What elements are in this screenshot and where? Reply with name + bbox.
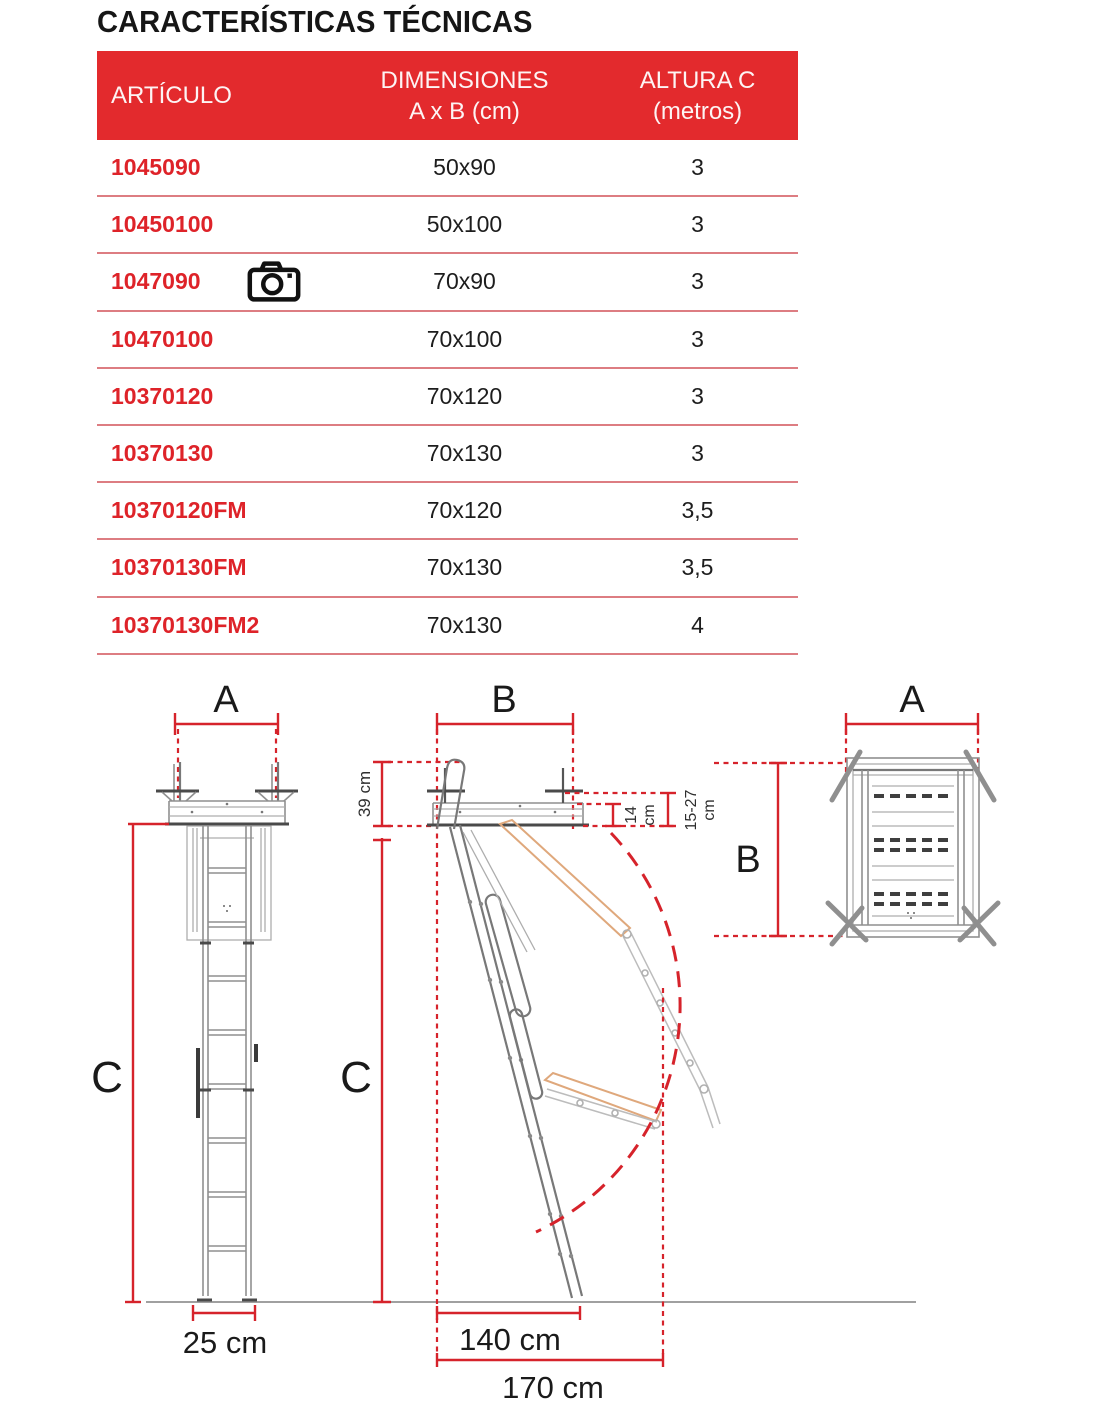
article-code: 1045090: [111, 154, 201, 181]
height-value: 4: [691, 611, 704, 638]
table-row: [97, 312, 798, 369]
height-value: 3: [691, 154, 704, 181]
height-value: 3,5: [681, 554, 714, 581]
dimensions-value: 70x120: [426, 497, 503, 524]
article-code: 10470100: [111, 325, 214, 352]
top-depth-label: B: [735, 839, 761, 881]
table-row: [97, 140, 798, 197]
page-title: CARACTERÍSTICAS TÉCNICAS: [97, 4, 533, 39]
dimensions-value: 70x130: [426, 611, 503, 638]
dimensions-value: 50x100: [426, 211, 503, 238]
hook-range-unit: cm: [701, 799, 718, 821]
height-value: 3: [691, 268, 704, 295]
article-code: 10370130FM2: [111, 611, 260, 638]
front-foot-width-label: 25 cm: [182, 1325, 268, 1360]
front-height-label: C: [91, 1053, 123, 1102]
table-row: [97, 598, 798, 655]
table-row: [97, 369, 798, 426]
door-swing-arc: [536, 833, 680, 1232]
article-code: 1047090: [97, 260, 332, 303]
trapdoor-thickness-unit: cm: [641, 804, 658, 826]
header-article: ARTÍCULO: [111, 82, 232, 109]
table-row: [97, 197, 798, 254]
top-view-rungs: [872, 786, 954, 916]
floor-reach-label: 140 cm: [459, 1322, 561, 1357]
front-ladder-rungs: [208, 868, 246, 1251]
article-code: 10450100: [111, 211, 214, 238]
dimensions-value: 70x120: [426, 382, 503, 409]
dimensions-value: 70x130: [426, 554, 503, 581]
technical-drawings: [0, 660, 1100, 1422]
swing-clearance-label: 170 cm: [502, 1370, 604, 1405]
table-row: [97, 254, 798, 311]
technical-specs-table: [97, 51, 798, 655]
front-view-diagram: [91, 679, 298, 1360]
table-row: [97, 483, 798, 540]
dimensions-value: 50x90: [433, 154, 496, 181]
trapdoor-thickness-value: 14: [623, 806, 640, 824]
height-value: 3: [691, 382, 704, 409]
top-width-label: A: [899, 679, 925, 721]
height-value: 3: [691, 211, 704, 238]
top-view-diagram: [714, 679, 998, 944]
front-width-label: A: [213, 679, 239, 721]
dimensions-value: 70x130: [426, 440, 503, 467]
article-code: 10370120: [111, 382, 214, 409]
camera-icon: [247, 260, 301, 303]
article-code: 10370130: [111, 440, 214, 467]
hook-range-value: 15-27: [683, 789, 700, 831]
table-row: [97, 426, 798, 483]
header-height: ALTURA C (metros): [639, 66, 756, 125]
article-code: 10370130FM: [111, 554, 247, 581]
header-dimensions: DIMENSIONES A x B (cm): [380, 66, 549, 125]
height-value: 3: [691, 440, 704, 467]
dimensions-value: 70x90: [433, 268, 496, 295]
height-value: 3,5: [681, 497, 714, 524]
side-view-diagram: [340, 679, 720, 1405]
side-height-label: C: [340, 1053, 372, 1102]
height-value: 3: [691, 325, 704, 352]
side-box-height-label: 39 cm: [355, 770, 374, 818]
dimensions-value: 70x100: [426, 325, 503, 352]
table-header: [97, 51, 798, 140]
side-depth-label: B: [491, 679, 517, 721]
table-row: [97, 540, 798, 597]
article-code: 10370120FM: [111, 497, 247, 524]
